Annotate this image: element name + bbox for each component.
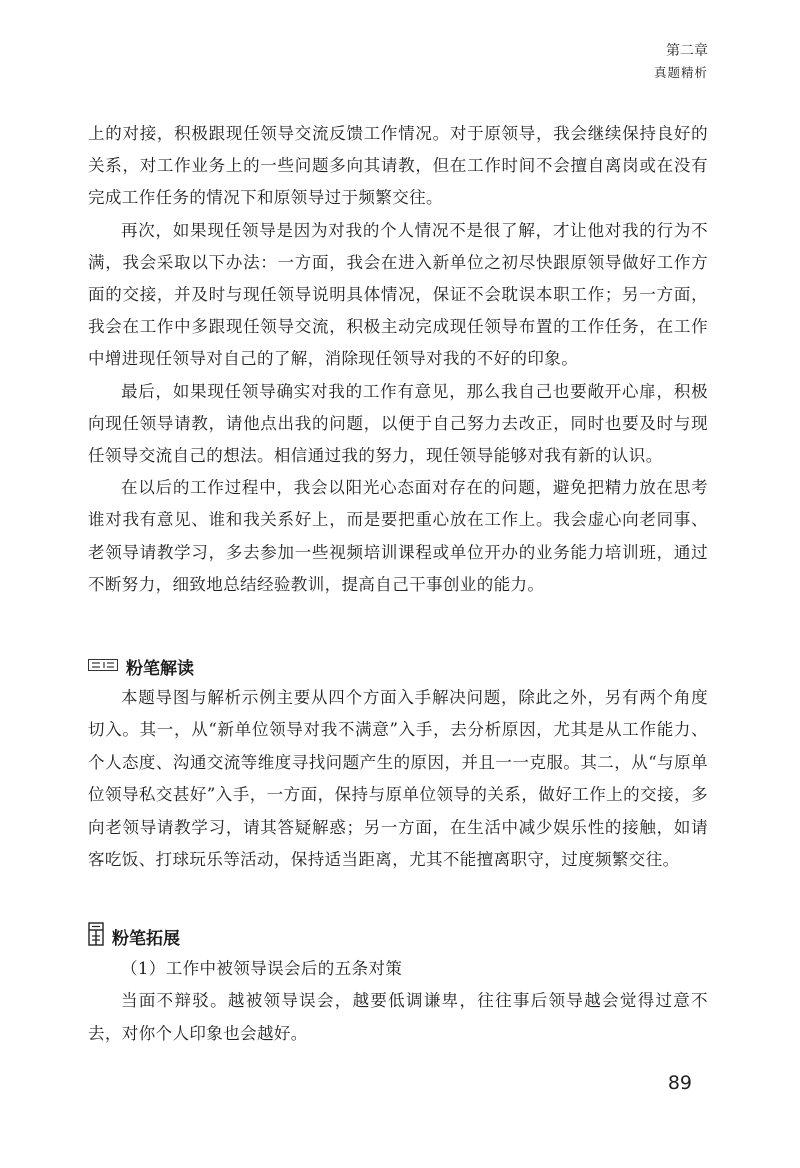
section-title: 粉笔解读 xyxy=(126,659,194,679)
paragraph: 在以后的工作过程中，我会以阳光心态面对存在的问题，避免把精力放在思考谁对我有意见、谁和我关系好上，而是要把重心放在工作上。我会虚心向老同事、老领导请教学习，多去参加一些视频培训课程或单位开办的业务能力培训班，通过不断努力，细致地总结经验教训，提高自己干事创业的能力。 xyxy=(88,478,708,594)
paragraph: 当面不辩驳。越被领导误会，越要低调谦卑，往往事后领导越会觉得过意不去，对你个人印象也会越好。 xyxy=(88,991,708,1043)
section-heading-jiedu xyxy=(88,654,194,679)
chapter-label: 第二章 xyxy=(666,43,708,59)
paragraph: 最后，如果现任领导确实对我的工作有意见，那么我自己也要敞开心扉，积极向现任领导请教，请他点出我的问题，以便于自己努力去改正，同时也要及时与现任领导交流自己的想法。相信通过我的努力，现任领导能够对我有新的认识。 xyxy=(88,381,708,466)
list-item-title: （1）工作中被领导误会后的五条对策 xyxy=(121,959,403,978)
paragraph: 本题导图与解析示例主要从四个方面入手解决问题，除此之外，另有两个角度切入。其一，从“新单位领导对我不满意”入手，去分析原因，尤其是从工作能力、个人态度、沟通交流等维度寻找问题产生的原因，并且一一克服。其二，从“与原单位领导私交甚好”入手，一方面，保持与原单位领导的关系，做好工作上的交接，多向老领导请教学习，请其答疑解惑；另一方面，在生活中减少娱乐性的接触，如请客吃饭、打球玩乐等活动，保持适当距离，尤其不能擅离职守，过度频繁交往。 xyxy=(88,688,708,870)
section-heading-tuozhan xyxy=(88,922,180,951)
section-title: 粉笔拓展 xyxy=(112,929,180,949)
chapter-subtitle: 真题精析 xyxy=(653,65,708,80)
tuozhan-text xyxy=(88,953,708,1050)
paragraph: 再次，如果现任领导是因为对我的个人情况不是很了解，才让他对我的行为不满，我会采取以下办法：一方面，我会在进入新单位之初尽快跟原领导做好工作方面的交接，并及时与现任领导说明具体情况，保证不会耽误本职工作；另一方面，我会在工作中多跟现任领导交流，积极主动完成现任领导布置的工作任务，在工作中增进现任领导对自己的了解，消除现任领导对我的不好的印象。 xyxy=(88,220,708,369)
page-number: 89 xyxy=(667,1072,692,1094)
paragraph-continued: 上的对接，积极跟现任领导交流反馈工作情况。对于原领导，我会继续保持良好的关系，对工作业务上的一些问题多向其请教，但在工作时间不会擅自离岗或在没有完成工作任务的情况下和原领导过于频繁交往。 xyxy=(88,124,708,208)
running-head xyxy=(654,40,708,84)
jiedu-text xyxy=(88,682,708,876)
chalk-expand-icon xyxy=(88,922,104,951)
main-text xyxy=(88,118,708,601)
chalk-reading-icon xyxy=(88,657,118,677)
